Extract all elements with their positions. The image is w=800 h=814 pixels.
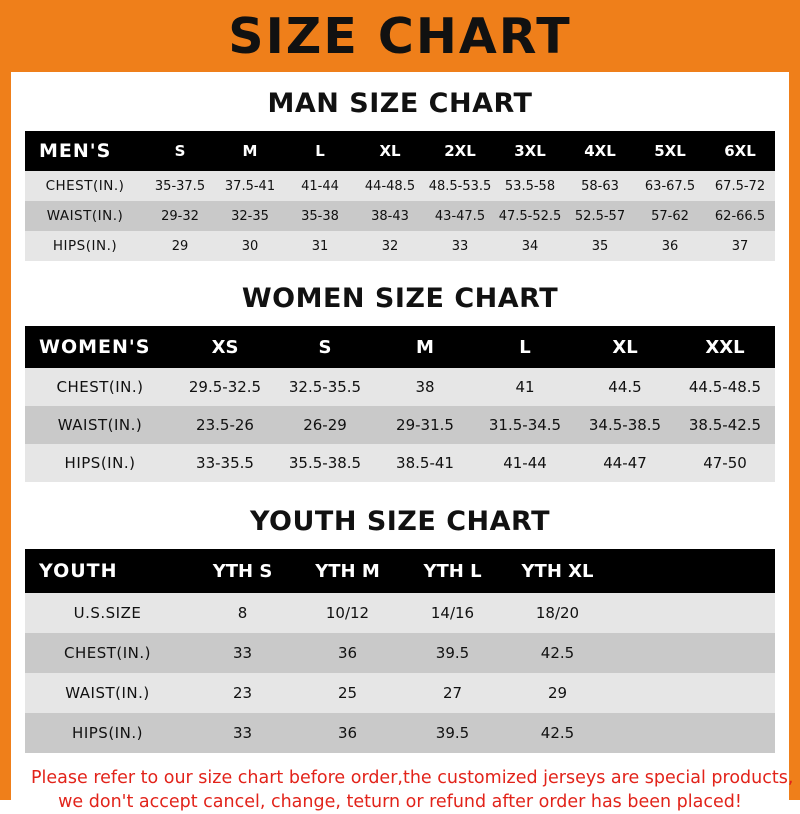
cell: 44.5-48.5: [688, 378, 762, 396]
column-header: YTH XL: [521, 560, 594, 582]
column-header: M: [416, 336, 434, 358]
cell: 33: [232, 644, 253, 662]
cell: 62-66.5: [714, 208, 766, 224]
cell: 32.5-35.5: [288, 378, 362, 396]
row-label: HIPS(IN.): [52, 238, 118, 254]
footer-note-line2: we don't accept cancel, change, teturn or refund after order has been placed!: [58, 791, 742, 812]
cell: 42.5: [540, 644, 575, 662]
column-header: S: [318, 336, 332, 358]
column-header: XXL: [705, 336, 745, 358]
youth-section-title: YOUTH SIZE CHART: [249, 506, 551, 537]
column-header: 5XL: [654, 142, 686, 160]
row-label: WAIST(IN.): [46, 208, 124, 224]
cell: 35-37.5: [154, 178, 206, 194]
cell-empty: [610, 713, 775, 753]
cell: 26-29: [303, 416, 347, 434]
cell: 14/16: [430, 604, 475, 622]
banner: [11, 0, 789, 72]
column-header: MEN'S: [39, 140, 112, 162]
cell: 39.5: [435, 724, 470, 742]
row-label: CHEST(IN.): [45, 178, 125, 194]
column-header: M: [242, 142, 258, 160]
cell-empty: [610, 633, 775, 673]
cell: 37: [731, 238, 749, 254]
cell: 29-31.5: [396, 416, 454, 434]
cell: 18/20: [535, 604, 580, 622]
cell: 30: [241, 238, 259, 254]
cell: 52.5-57: [574, 208, 626, 224]
cell: 33: [232, 724, 253, 742]
column-header: YTH S: [212, 560, 273, 582]
cell: 38.5-42.5: [688, 416, 762, 434]
table-header-row: [25, 549, 775, 593]
cell: 41-44: [301, 178, 339, 194]
cell: 47.5-52.5: [498, 208, 562, 224]
table-row: [25, 444, 775, 482]
row-label: WAIST(IN.): [57, 416, 143, 434]
content: [11, 88, 794, 814]
cell: 38: [415, 378, 435, 396]
column-header: YTH L: [423, 560, 482, 582]
cell: 23: [232, 684, 253, 702]
man-size-table: [25, 131, 775, 261]
table-row: [25, 673, 775, 713]
table-row: [25, 231, 775, 261]
cell: 39.5: [435, 644, 470, 662]
cell: 44-47: [603, 454, 647, 472]
table-row: [25, 201, 775, 231]
column-header: 6XL: [724, 142, 756, 160]
cell: 36: [661, 238, 679, 254]
column-header: 4XL: [584, 142, 616, 160]
column-header: XL: [379, 142, 401, 160]
cell: 27: [442, 684, 463, 702]
cell: 8: [237, 604, 248, 622]
cell: 44.5: [608, 378, 642, 396]
cell-empty: [610, 593, 775, 633]
cell: 37.5-41: [224, 178, 276, 194]
cell: 58-63: [581, 178, 619, 194]
cell: 25: [337, 684, 358, 702]
cell: 48.5-53.5: [428, 178, 492, 194]
column-header: XS: [211, 336, 239, 358]
column-header: 2XL: [444, 142, 476, 160]
cell: 67.5-72: [714, 178, 766, 194]
cell: 53.5-58: [504, 178, 556, 194]
column-header: WOMEN'S: [39, 336, 151, 358]
cell: 41: [515, 378, 535, 396]
row-label: CHEST(IN.): [63, 644, 152, 662]
table-header-row: [25, 131, 775, 171]
cell-empty: [610, 673, 775, 713]
row-label: HIPS(IN.): [72, 724, 143, 742]
cell: 29.5-32.5: [188, 378, 262, 396]
column-header: 3XL: [514, 142, 546, 160]
cell: 32-35: [231, 208, 269, 224]
column-header: L: [519, 336, 531, 358]
cell: 34.5-38.5: [588, 416, 662, 434]
cell: 31: [311, 238, 329, 254]
cell: 38.5-41: [396, 454, 454, 472]
cell: 31.5-34.5: [488, 416, 562, 434]
cell: 35.5-38.5: [288, 454, 362, 472]
table-row: [25, 171, 775, 201]
cell: 35-38: [301, 208, 339, 224]
cell: 44-48.5: [364, 178, 416, 194]
cell: 42.5: [540, 724, 575, 742]
cell: 10/12: [325, 604, 370, 622]
table-row: [25, 368, 775, 406]
table-row: [25, 713, 775, 753]
column-header-empty: [610, 549, 775, 593]
cell: 29-32: [161, 208, 199, 224]
column-header: S: [174, 142, 186, 160]
row-label: HIPS(IN.): [64, 454, 136, 472]
footer-note: [25, 767, 794, 814]
cell: 36: [337, 724, 358, 742]
women-section-title: WOMEN SIZE CHART: [241, 283, 559, 314]
cell: 41-44: [503, 454, 547, 472]
cell: 33: [451, 238, 469, 254]
column-header: XL: [612, 336, 638, 358]
cell: 34: [521, 238, 539, 254]
cell: 23.5-26: [196, 416, 254, 434]
cell: 29: [171, 238, 189, 254]
table-row: [25, 593, 775, 633]
cell: 36: [337, 644, 358, 662]
youth-size-table: [25, 549, 775, 753]
row-label: WAIST(IN.): [65, 684, 150, 702]
page-title: SIZE CHART: [228, 7, 572, 65]
cell: 63-67.5: [644, 178, 696, 194]
cell: 38-43: [371, 208, 409, 224]
cell: 29: [547, 684, 568, 702]
cell: 35: [591, 238, 609, 254]
cell: 43-47.5: [434, 208, 486, 224]
man-section-title: MAN SIZE CHART: [267, 88, 533, 119]
table-row: [25, 406, 775, 444]
cell: 32: [381, 238, 399, 254]
cell: 33-35.5: [196, 454, 254, 472]
cell: 57-62: [651, 208, 689, 224]
row-label: U.S.SIZE: [73, 604, 142, 622]
cell: 47-50: [703, 454, 747, 472]
table-row: [25, 633, 775, 673]
column-header: YOUTH: [39, 560, 118, 582]
column-header: YTH M: [315, 560, 380, 582]
table-header-row: [25, 326, 775, 368]
row-label: CHEST(IN.): [56, 378, 144, 396]
footer-note-line1: Please refer to our size chart before order,the customized jerseys are special products,: [31, 768, 794, 788]
column-header: L: [315, 142, 325, 160]
women-size-table: [25, 326, 775, 482]
